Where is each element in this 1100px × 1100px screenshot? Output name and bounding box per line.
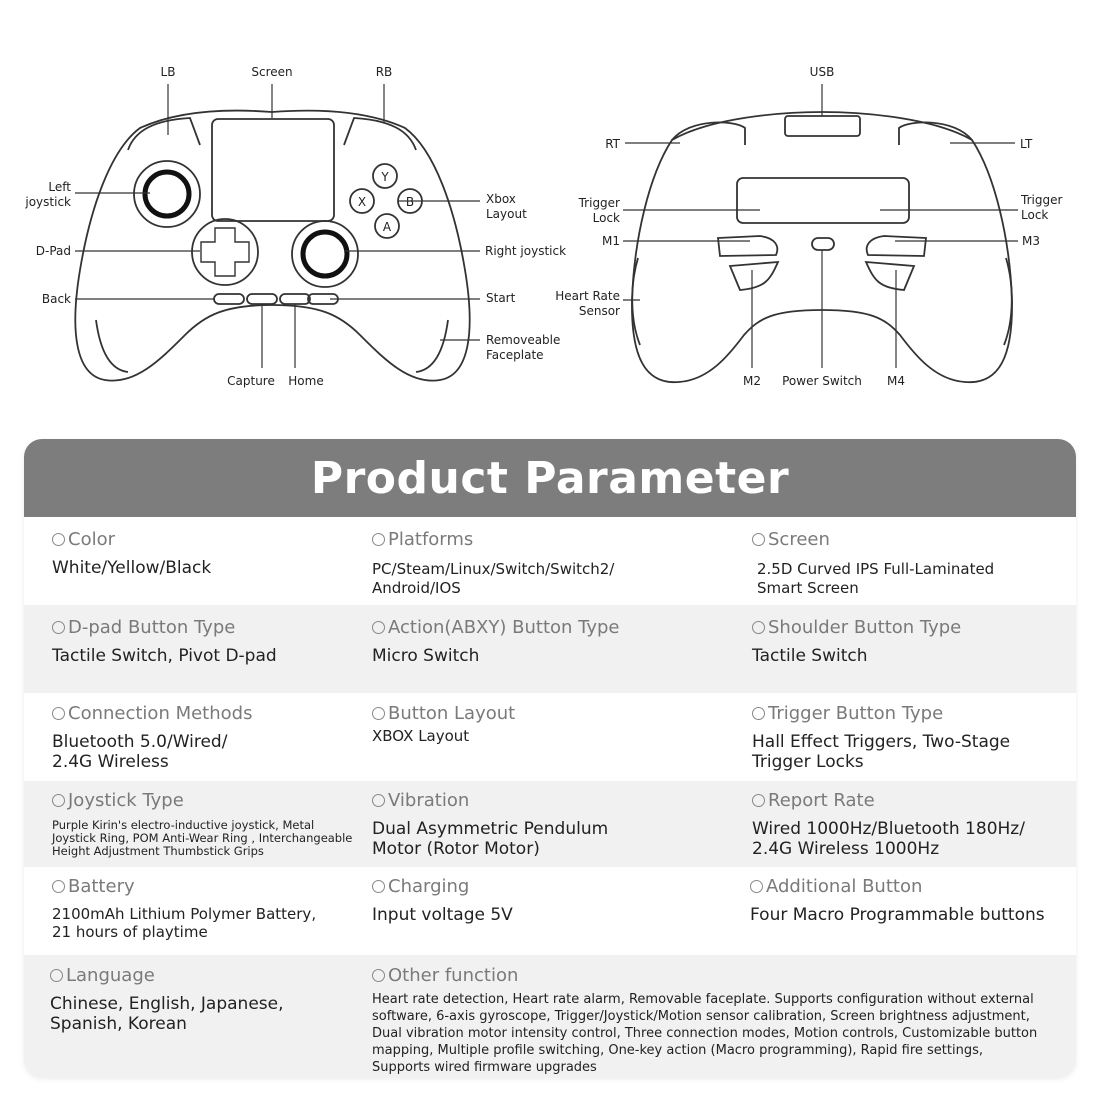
param-title-other: Other function bbox=[372, 965, 1037, 986]
dpad-label: D-Pad bbox=[35, 244, 71, 258]
param-value-screen: 2.5D Curved IPS Full-Laminated Smart Screen bbox=[757, 560, 995, 597]
param-title-dpad: D-pad Button Type bbox=[52, 617, 277, 638]
param-value-platforms: PC/Steam/Linux/Switch/Switch2/ Android/IOS bbox=[372, 560, 615, 597]
panel-header bbox=[24, 439, 1076, 517]
y-button-label: Y bbox=[381, 170, 389, 184]
home-label: Home bbox=[288, 374, 324, 388]
param-value-additional: Four Macro Programmable buttons bbox=[750, 905, 1045, 925]
param-row bbox=[24, 605, 1076, 693]
param-title-joystick: Joystick Type bbox=[52, 790, 352, 811]
a-button-label: A bbox=[382, 220, 392, 234]
param-value-trigger: Hall Effect Triggers, Two-Stage Trigger Locks bbox=[752, 732, 1011, 772]
power-switch-label: Power Switch bbox=[782, 374, 862, 388]
lb-label: LB bbox=[160, 65, 176, 79]
param-title-platforms: Platforms bbox=[372, 529, 614, 550]
param-value-dpad: Tactile Switch, Pivot D-pad bbox=[52, 646, 277, 666]
param-title-report-rate: Report Rate bbox=[752, 790, 1025, 811]
param-row bbox=[24, 517, 1076, 605]
param-title-layout: Button Layout bbox=[372, 703, 515, 724]
b-button-label: B bbox=[405, 195, 415, 209]
param-value-vibration: Dual Asymmetric Pendulum Motor (Rotor Motor) bbox=[372, 819, 609, 859]
param-title-language: Language bbox=[50, 965, 284, 986]
param-row bbox=[24, 867, 1076, 955]
start-label: Start bbox=[486, 291, 516, 305]
param-title-connection: Connection Methods bbox=[52, 703, 252, 724]
param-title-additional: Additional Button bbox=[750, 876, 1045, 897]
param-value-connection: Bluetooth 5.0/Wired/ 2.4G Wireless bbox=[52, 732, 228, 772]
param-title-action: Action(ABXY) Button Type bbox=[372, 617, 620, 638]
m2-label: M2 bbox=[743, 374, 761, 388]
param-title-color: Color bbox=[52, 529, 211, 550]
product-parameter-panel bbox=[24, 439, 1076, 1077]
param-value-shoulder: Tactile Switch bbox=[752, 646, 868, 666]
trigger-lock-left-label: Trigger Lock bbox=[578, 196, 620, 225]
rb-label: RB bbox=[375, 65, 393, 79]
param-value-color: White/Yellow/Black bbox=[52, 558, 212, 578]
param-row bbox=[24, 693, 1076, 781]
faceplate-label: Removeable Faceplate bbox=[486, 333, 561, 362]
screen-label: Screen bbox=[251, 65, 293, 79]
param-value-other: Heart rate detection, Heart rate alarm, Removable faceplate. Supports configuration without external software, 6-axis gyroscope, Trigger/Joystick/Motion sensor calibration, Screen brightness adjustment, Dual vibration motor intensity control, Three connection modes, Motion controls, Customizable button mapping, Multiple profile switching, One-key action (Macro programming), Rapid fire settings, Supports wired firmware upgrades bbox=[372, 992, 1038, 1075]
param-value-report-rate: Wired 1000Hz/Bluetooth 180Hz/ 2.4G Wireless 1000Hz bbox=[752, 819, 1025, 859]
m3-label: M3 bbox=[1022, 234, 1040, 248]
x-button-label: X bbox=[357, 195, 367, 209]
controller-diagrams bbox=[0, 0, 1100, 420]
m1-label: M1 bbox=[602, 234, 620, 248]
param-value-layout: XBOX Layout bbox=[372, 727, 470, 745]
rt-label: RT bbox=[605, 137, 620, 151]
trigger-lock-right-label: Trigger Lock bbox=[1021, 193, 1063, 222]
usb-label: USB bbox=[809, 65, 835, 79]
param-title-screen: Screen bbox=[752, 529, 994, 550]
left-joystick-label: Left joystick bbox=[25, 180, 71, 209]
param-title-trigger: Trigger Button Type bbox=[752, 703, 1010, 724]
param-title-charging: Charging bbox=[372, 876, 513, 897]
param-title-shoulder: Shoulder Button Type bbox=[752, 617, 961, 638]
param-value-charging: Input voltage 5V bbox=[372, 905, 513, 925]
capture-label: Capture bbox=[227, 374, 275, 388]
param-row bbox=[24, 955, 1076, 1077]
param-value-action: Micro Switch bbox=[372, 646, 480, 666]
param-title-battery: Battery bbox=[52, 876, 316, 897]
heart-rate-sensor-label: Heart Rate Sensor bbox=[555, 289, 620, 318]
lt-label: LT bbox=[1020, 137, 1033, 151]
m4-label: M4 bbox=[887, 374, 905, 388]
panel-title: Product Parameter bbox=[310, 452, 790, 504]
param-value-language: Chinese, English, Japanese, Spanish, Korean bbox=[50, 994, 284, 1034]
param-value-battery: 2100mAh Lithium Polymer Battery, 21 hours of playtime bbox=[52, 905, 317, 941]
param-row bbox=[24, 781, 1076, 867]
back-label: Back bbox=[41, 292, 71, 306]
param-value-joystick: Purple Kirin's electro-inductive joystick, Metal Joystick Ring, POM Anti-Wear Ring , Interchangeable Height Adjustment Thumbstick Grips bbox=[52, 818, 353, 858]
xbox-layout-label: Xbox Layout bbox=[486, 192, 527, 221]
right-joystick-label: Right joystick bbox=[485, 244, 567, 258]
param-title-vibration: Vibration bbox=[372, 790, 608, 811]
